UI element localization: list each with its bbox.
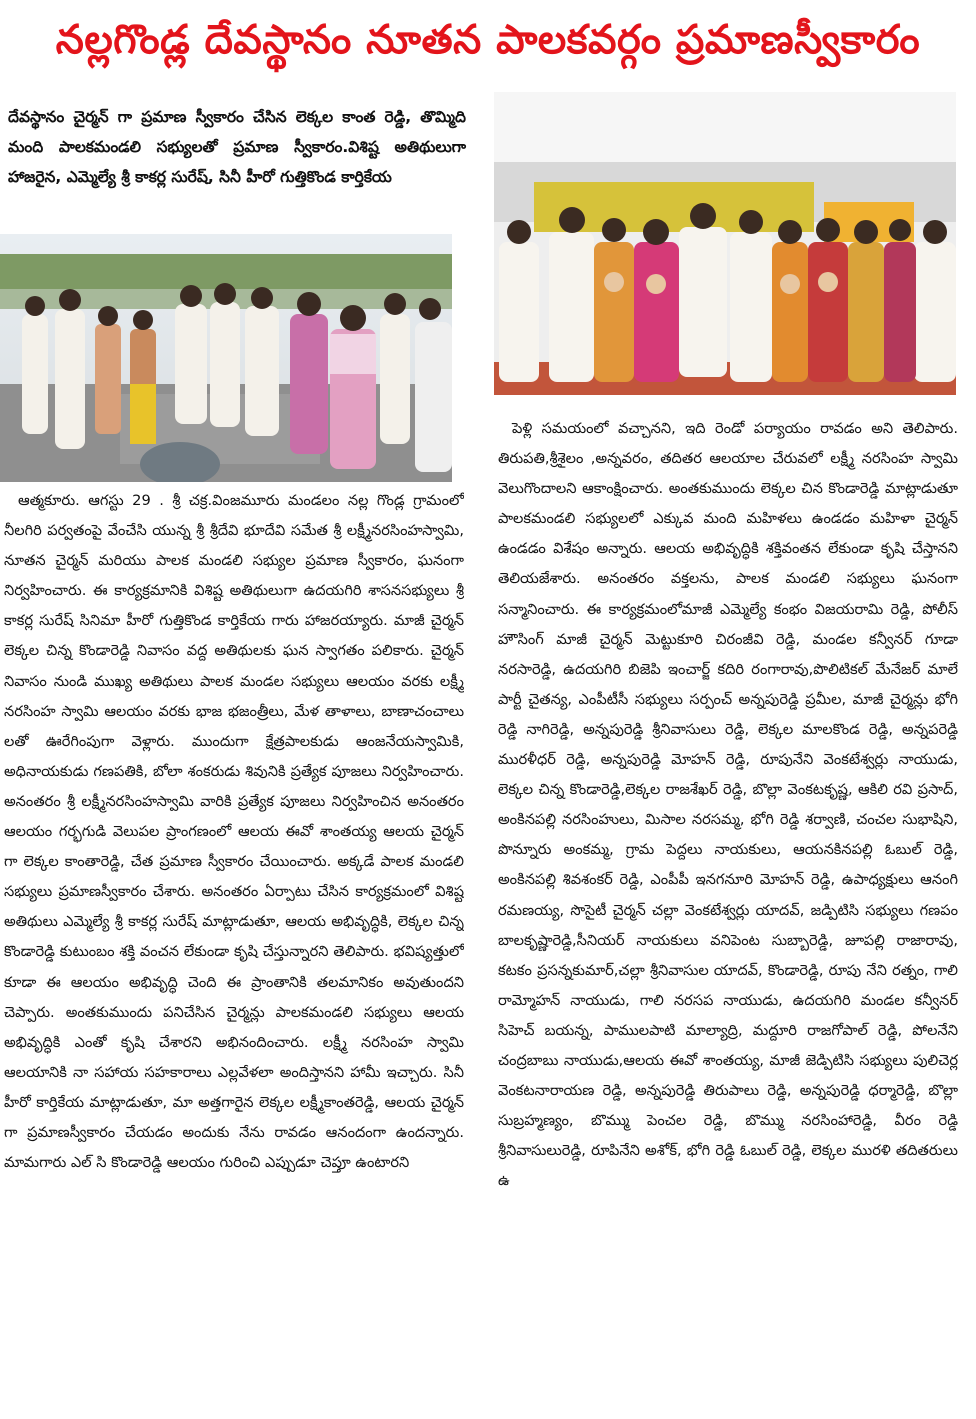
headline: నల్లగొండ్ల దేవస్థానం నూతన పాలకవర్గం ప్రమాణస్వీకారం: [55, 17, 921, 63]
subheadline: దేవస్థానం చైర్మన్ గా ప్రమాణ స్వీకారం చేసిన లెక్కల కాంత రెడ్డి, తొమ్మిది మంది పాలకమండలి సభ్యులతో ప్రమాణ స్వీకారం.విశిష్ట అతిథులుగా హాజరైన, ఎమ్మెల్యే శ్రీ కాకర్ల సురేష్, సినీ హీరో గుత్తికొండ కార్తికేయ: [8, 108, 466, 186]
photo-group-felicitation: [494, 92, 956, 395]
article-body-right-column: [498, 414, 958, 1419]
article-body-left-column: [4, 486, 464, 1419]
photo-temple-ritual: [0, 234, 452, 482]
article-paragraph: పెళ్లి సమయంలో వచ్చానని, ఇది రెండో పర్యాయం రావడం అని తెలిపారు. తిరుపతి,శ్రీశైలం ,అన్నవరం, తదితర ఆలయాల చేరువలో లక్ష్మీ నరసింహ స్వామి వెలుగొందాలని ఆకాంక్షించారు. అంతకుముందు లెక్కల చిన కొండారెడ్డి మాట్లాడుతూ పాలకమండలి సభ్యులలో ఎక్కువ మంది మహిళలు ఉండడం మహిళా చైర్మన్ ఉండడం విశేషం అన్నారు. ఆలయ అభివృద్ధికి శక్తివంతన లేకుండా కృషి చేస్తానని తెలియజేశారు. అనంతరం వక్తలను, పాలక మండలి సభ్యులు ఘనంగా సన్మానించారు. ఈ కార్యక్రమంలోమాజీ ఎమ్మెల్యే కంభం విజయరామి రెడ్డి, పోలీస్ హౌసింగ్ మాజీ చైర్మన్ మెట్టుకూరి చిరంజీవి రెడ్డి, మండల కన్వీనర్ గూడా నరసారెడ్డి, ఉదయగిరి బిజెపి ఇంచార్జ్ కదిరి రంగారావు,పొలిటికల్ మేనేజర్ మాలే పార్టీ చైతన్య, ఎంపీటీసీ సభ్యులు సర్పంచ్ అన్నపురెడ్డి ప్రమీల, మాజీ చైర్మన్లు భోగి రెడ్డి నాగిరెడ్డి, అన్నపురెడ్డి శ్రీనివాసులు రెడ్డి, లెక్కల మాలకొండ రెడ్డి, అన్నపరెడ్డి మురళీధర్ రెడ్డి, అన్నపురెడ్డి మోహన్ రెడ్డి, రూపునేని వెంకటేశ్వర్లు నాయుడు, లెక్కల చిన్న కొండారెడ్డి,లెక్కల రాజశేఖర్ రెడ్డి, బొల్లా వెంకటకృష్ణ, ఆకిలి రవి ప్రసాద్, అంకినపల్లి నరసింహులు, మిసాల నరసమ్మ, భోగి రెడ్డి శర్వాణి, చంచల సుభాషిని, పొన్నూరు అంకమ్మ, గ్రామ పెద్దలు నాయకులు, ఆయనకినపల్లి ఓబుల్ రెడ్డి, అంకినపల్లి శివశంకర్ రెడ్డి, ఎంపీపీ ఇనగనూరి మోహన్ రెడ్డి, ఉపాధ్యక్షులు ఆనంగి రమణయ్య, సొసైటీ చైర్మన్ చల్లా వెంకటేశ్వర్లు యాదవ్, జడ్పిటిసి సభ్యులు గణపం బాలకృష్ణారెడ్డి,సీనియర్ నాయకులు వనిపెంట సుబ్బారెడ్డి, జూపల్లి రాజారావు, కటకం ప్రసన్నకుమార్,చల్లా శ్రీనివాసుల యాదవ్, కొండారెడ్డి, రూపు నేని రత్నం, గాలి రామ్మోహన్ నాయుడు, గాలి నరసప నాయుడు, ఉదయగిరి మండల కన్వీనర్ సిహెచ్ బయన్న, పాములపాటి మాల్యాద్రి, మద్దూరి రాజగోపాల్ రెడ్డి, పోలనేని చంద్రబాబు నాయుడు,ఆలయ ఈవో శాంతయ్య, మాజీ జెడ్పిటిసి సభ్యులు పులిచెర్ల వెంకటనారాయణ రెడ్డి, అన్నపురెడ్డి తిరుపాలు రెడ్డి, అన్నపురెడ్డి ధర్మారెడ్డి, బొల్లా సుబ్రహ్మణ్యం, బొమ్ము పెంచల రెడ్డి, బొమ్ము నరసింహారెడ్డి, వీరం రెడ్డి శ్రీనివాసులురెడ్డి, రూపినేని అశోక్, భోగి రెడ్డి ఓబుల్ రెడ్డి, లెక్కల మురళి తదితరులు ఉ: [498, 420, 958, 1190]
article-paragraph: ఆత్మకూరు. ఆగస్టు 29 . శ్రీ చక్ర.వింజమూరు మండలం నల్ల గొండ్ల గ్రామంలో నీలగిరి పర్వతంపై వేంచేసి యున్న శ్రీ శ్రీదేవి భూదేవి సమేత శ్రీ లక్ష్మీనరసింహస్వామి, నూతన చైర్మన్ మరియు పాలక మండలి సభ్యుల ప్రమాణ స్వీకారం, ఘనంగా నిర్వహించారు. ఈ కార్యక్రమానికి విశిష్ట అతిథులుగా ఉదయగిరి శాసనసభ్యులు శ్రీ కాకర్ల సురేష్ సినిమా హీరో గుత్తికొండ కార్తికేయ గారు హాజరయ్యారు. మాజీ చైర్మన్ లెక్కల చిన్న కొండారెడ్డి నివాసం వద్ద అతిథులకు ఘన స్వాగతం పలికారు. చైర్మన్ నివాసం నుండి ముఖ్య అతిథులు పాలక మండల సభ్యులు ఆలయం వరకు లక్ష్మీ నరసింహ స్వామి ఆలయం వరకు భాజ భజంత్రీలు, మేళ తాళాలు, బాణాచంచాలు లతో ఊరేగింపుగా వెళ్లారు. ముందుగా క్షేత్రపాలకుడు ఆంజనేయస్వామికి, అధినాయకుడు గణపతికి, బోలా శంకరుడు శివునికి ప్రత్యేక పూజలు నిర్వహించారు. అనంతరం శ్రీ లక్ష్మీనరసింహస్వామి వారికి ప్రత్యేక పూజలు నిర్వహించిన అనంతరం ఆలయం గర్భగుడి వెలుపల ప్రాంగణంలో ఆలయ ఈవో శాంతయ్య ఆలయ చైర్మన్ గా లెక్కల కాంతారెడ్డి, చేత ప్రమాణ స్వీకారం చేయించారు. అక్కడే పాలక మండలి సభ్యులు ప్రమాణస్వీకారం చేశారు. అనంతరం ఏర్పాటు చేసిన కార్యక్రమంలో విశిష్ట అతిథులు ఎమ్మెల్యే శ్రీ కాకర్ల సురేష్ మాట్లాడుతూ, ఆలయ అభివృద్ధికి, లెక్కల చిన్న కొండారెడ్డి కుటుంబం శక్తి వంచన లేకుండా కృషి చేస్తున్నారని తెలిపారు. భవిష్యత్తులో కూడా ఈ ఆలయం అభివృద్ధి చెంది ఈ ప్రాంతానికి తలమానికం అవుతుందని చెప్పారు. అంతకుముందు పనిచేసిన చైర్మన్లు పాలకమండలి సభ్యులు ఆలయ అభివృద్ధికి ఎంతో కృషి చేశారని అభినందించారు. లక్ష్మీ నరసింహ స్వామి ఆలయానికి నా సహాయ సహకారాలు ఎల్లవేళలా అందిస్తానని హామీ ఇచ్చారు. సినీ హీరో కార్తికేయ మాట్లాడుతూ, మా అత్తగారైన లెక్కల లక్ష్మీకాంతరెడ్డి, ఆలయ చైర్మన్ గా ప్రమాణస్వీకారం చేయడం అందుకు నేను రావడం ఆనందంగా ఉందన్నారు. మామగారు ఎల్ సి కొండారెడ్డి ఆలయం గురించి ఎప్పుడూ చెప్తూ ఉంటారని: [4, 492, 464, 1172]
